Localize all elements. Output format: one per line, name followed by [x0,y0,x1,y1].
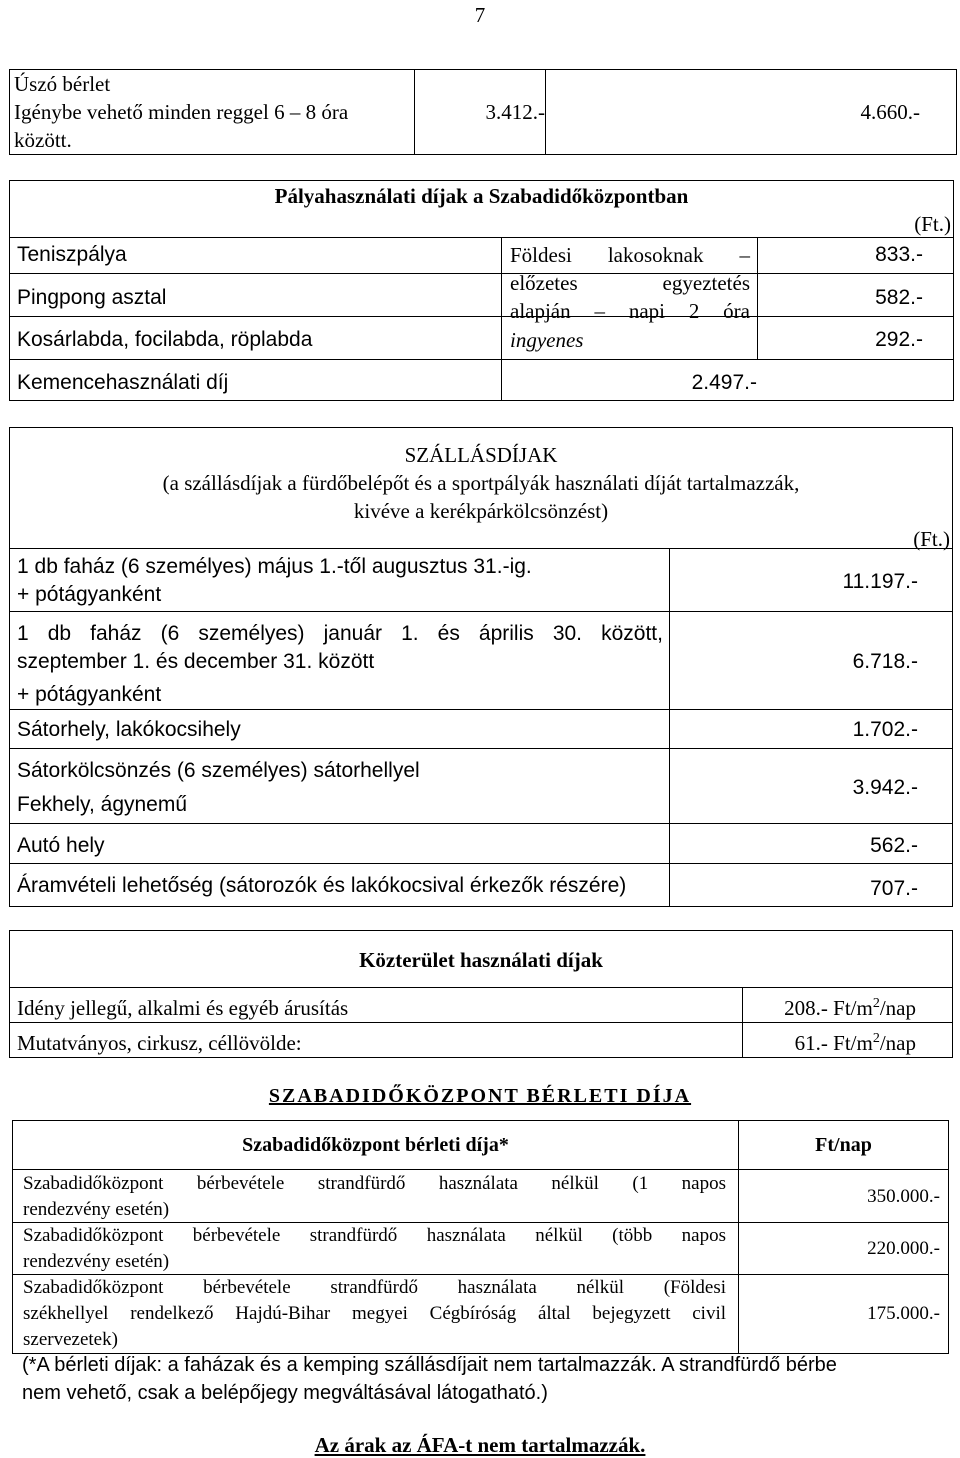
tent-rental-line2: Fekhely, ágynemű [17,793,188,816]
public-area-circus-price: 61.- $Ft/m^2$/nap [794,1031,916,1055]
cabin-offseason-word: 1 [17,622,29,645]
accommodation-title: SZÁLLÁSDÍJAK [404,443,558,467]
court-fees-title: Pályahasználati díjak a Szabadidőközpontban [274,184,689,208]
court-fees-box [9,180,954,401]
tent-place-label: Sátorhely, lakókocsihely [17,718,241,741]
cabin-offseason-word: január [323,622,383,645]
swim-pass-desc-line1: Igénybe vehető minden reggel 6 – 8 óra [14,100,349,124]
court-price-oven: 2.497.- [691,371,757,394]
rental-row3-line2: székhellyel rendelkező Hajdú-Bihar megyei Cégbíróság által bejegyzett civil [23,1303,726,1324]
rental-row2-line2: rendezvény esetén) [23,1251,170,1272]
rental-row3-line1: Szabadidőközpont bérbevétele strandfürdő használata nélkül (Földesi [23,1277,726,1298]
cabin-offseason-price: 6.718.- [852,650,918,673]
footer-vat-note: Az árak az ÁFA-t nem tartalmazzák. [314,1433,646,1457]
rental-row3-line3: szervezetek) [23,1329,118,1350]
public-area-sales-label: Idény jellegű, alkalmi és egyéb árusítás [17,996,349,1020]
court-price-balls: 292.- [875,328,923,351]
accommodation-box [9,427,953,907]
rental-row3-price: 175.000.- [867,1303,940,1324]
court-note-line2: előzetes egyeztetés [510,271,750,295]
swim-pass-table [9,69,957,155]
car-place-label: Autó hely [17,834,105,857]
rental-table [12,1120,949,1354]
court-price-pingpong: 582.- [875,286,923,309]
cabin-offseason-word: és [437,622,460,645]
cabin-offseason-word: (6 [160,622,180,645]
electricity-label: Áramvételi lehetőség (sátorozók és lakókocsival érkezők részére) [17,874,627,897]
car-place-price: 562.- [870,834,918,857]
rental-row2-price: 220.000.- [867,1238,940,1259]
tent-place-price: 1.702.- [852,718,918,741]
court-row-oven: Kemencehasználati díj [17,371,229,394]
cabin-summer-line1: 1 db faház (6 személyes) május 1.-től augusztus 31.-ig. [17,555,532,578]
rental-heading-wrap [0,1082,960,1109]
cabin-offseason-word: között, [601,622,663,645]
tent-rental-price: 3.942.- [852,776,918,799]
rental-row1-price: 350.000.- [867,1186,940,1207]
cabin-offseason-line1 [17,621,663,647]
cabin-offseason-word: április [478,622,534,645]
cabin-summer-line2: + pótágyanként [17,583,162,606]
tent-rental-line1: Sátorkölcsönzés (6 személyes) sátorhellyel [17,759,420,782]
court-price-tennis: 833.- [875,243,923,266]
cabin-offseason-line2: szeptember 1. és december 31. között [17,650,375,673]
rental-heading: SZABADIDŐKÖZPONT BÉRLETI DÍJA [268,1085,692,1107]
cabin-offseason-line3: + pótágyanként [17,683,162,706]
court-row-pingpong: Pingpong asztal [17,286,167,309]
accommodation-subtitle-2: kivéve a kerékpárkölcsönzést) [353,499,609,523]
public-area-sales-price: 208.- $Ft/m^2$/nap [784,996,916,1020]
cabin-offseason-word: személyes) [198,622,305,645]
rental-footnote-1: (*A bérleti díjak: a faházak és a kemping szállásdíjait nem tartalmazzák. A strandfürdő bérbe [22,1354,837,1376]
public-area-box [9,930,953,1058]
court-row-tennis: Teniszpálya [17,243,127,266]
court-note-line1: Földesi lakosoknak – [510,243,750,267]
swim-pass-description [10,70,415,155]
cabin-offseason-word: faház [90,622,142,645]
court-note-line4: ingyenes [510,328,584,352]
rental-col2-header: Ft/nap [815,1134,872,1156]
rental-row1-line2: rendezvény esetén) [23,1199,170,1220]
cabin-summer-price: 11.197.- [842,570,918,593]
swim-pass-price1: 3.412.- [415,70,546,155]
cabin-offseason-word: 30. [552,622,583,645]
accommodation-unit: (Ft.) [913,527,950,551]
court-fees-unit: (Ft.) [914,212,951,236]
cabin-offseason-word: db [47,622,72,645]
rental-col1-header: Szabadidőközpont bérleti díja* [242,1134,509,1156]
court-row-balls: Kosárlabda, focilabda, röplabda [17,328,313,351]
swim-pass-title: Úszó bérlet [14,72,111,96]
cabin-offseason-word: 1. [401,622,419,645]
swim-pass-price2: 4.660.- [546,70,957,155]
swim-pass-desc-line2: között. [14,128,72,152]
public-area-circus-label: Mutatványos, cirkusz, céllövölde: [17,1031,302,1055]
electricity-price: 707.- [870,877,918,900]
rental-row1-line1: Szabadidőközpont bérbevétele strandfürdő használata nélkül (1 napos [23,1173,726,1194]
page-number: 7 [474,3,486,27]
rental-row2-line1: Szabadidőközpont bérbevétele strandfürdő használata nélkül (több napos [23,1225,726,1246]
rental-footnote-2: nem vehető, csak a belépőjegy megváltásával látogatható.) [22,1382,548,1404]
public-area-title: Közterület használati díjak [359,948,603,972]
court-note-line3: alapján – napi 2 óra [510,299,750,323]
accommodation-subtitle-1: (a szállásdíjak a fürdőbelépőt és a sportpályák használati díját tartalmazzák, [162,471,800,495]
